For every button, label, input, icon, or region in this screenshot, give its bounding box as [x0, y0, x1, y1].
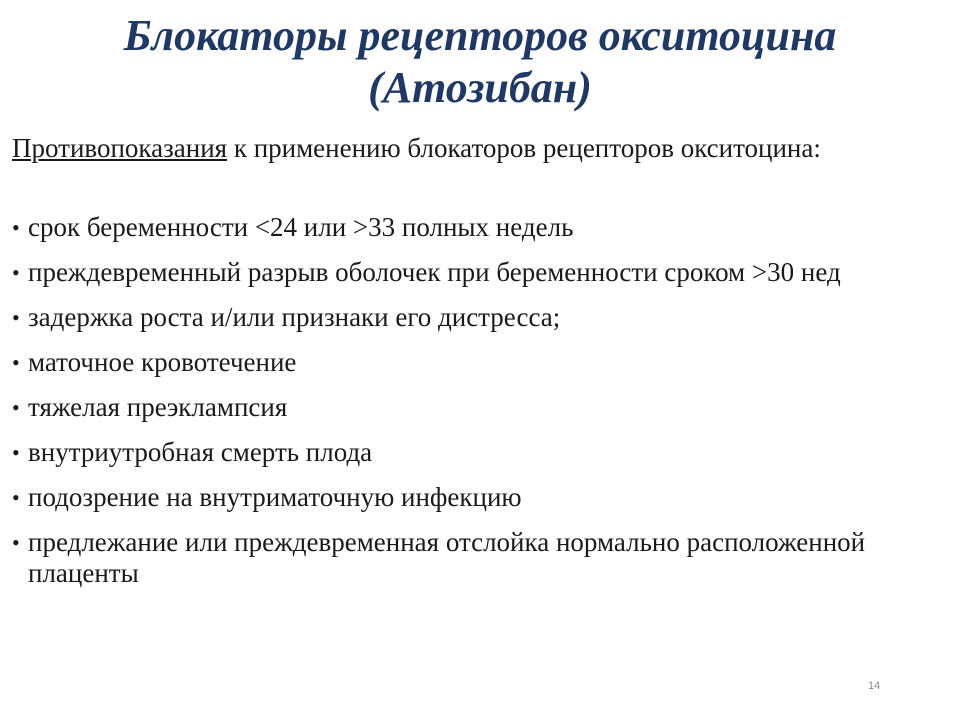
bullet-icon: • [12, 485, 20, 510]
list-item-text: подозрение на внутриматочную инфекцию [28, 482, 522, 512]
bullet-icon: • [12, 260, 20, 285]
bullet-icon: • [12, 215, 20, 240]
title-line-2: (Атозибан) [368, 63, 592, 112]
list-item-text: задержка роста и/или признаки его дистресса; [28, 302, 561, 332]
intro-text [12, 133, 942, 164]
list-item [12, 212, 947, 243]
list-item-text: преждевременный разрыв оболочек при беременности сроком >30 нед [28, 257, 841, 287]
list-item [12, 302, 947, 333]
list-item [12, 482, 947, 513]
list-item-text: внутриутробная смерть плода [28, 437, 373, 467]
list-item [12, 257, 947, 288]
bullet-icon: • [12, 440, 20, 465]
intro-underlined-term: Противопоказания [12, 133, 228, 163]
contraindications-list [12, 212, 947, 603]
page-number: 14 [868, 680, 881, 692]
list-item [12, 437, 947, 468]
slide-title [0, 10, 960, 114]
bullet-icon: • [12, 395, 20, 420]
list-item [12, 347, 947, 378]
intro-rest: к применению блокаторов рецепторов окситоцина: [227, 133, 821, 163]
bullet-icon: • [12, 350, 20, 375]
bullet-icon: • [12, 530, 20, 555]
list-item-text: срок беременности <24 или >33 полных недель [28, 212, 574, 242]
list-item [12, 527, 947, 589]
bullet-icon: • [12, 305, 20, 330]
title-line-1: Блокаторы рецепторов окситоцина [123, 11, 837, 60]
list-item-text: тяжелая преэклампсия [28, 392, 288, 422]
list-item [12, 392, 947, 423]
list-item-text: предлежание или преждевременная отслойка нормально расположенной плаценты [28, 527, 866, 588]
list-item-text: маточное кровотечение [28, 347, 297, 377]
